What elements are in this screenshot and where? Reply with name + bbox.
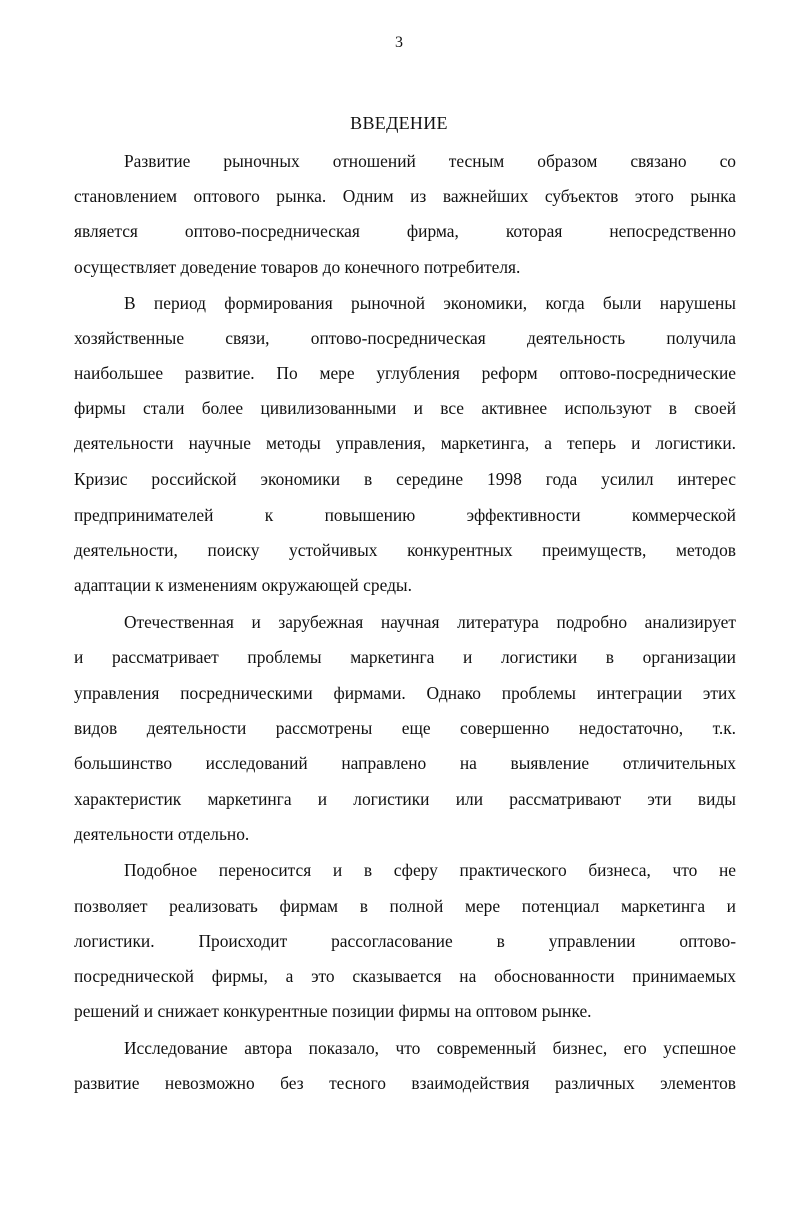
text-line: видов деятельности рассмотрены еще совершенно недостаточно, т.к. <box>74 718 736 738</box>
text-line: деятельности отдельно. <box>74 824 250 844</box>
text-line: деятельности научные методы управления, маркетинга, а теперь и логистики. <box>74 433 736 453</box>
text-line: является оптово-посредническая фирма, которая непосредственно <box>74 221 736 241</box>
text-line: фирмы стали более цивилизованными и все активнее используют в своей <box>74 398 736 418</box>
page-number: 3 <box>395 34 403 51</box>
text-line: В период формирования рыночной экономики, когда были нарушены <box>124 293 736 313</box>
text-line: посреднической фирмы, а это сказывается на обоснованности принимаемых <box>74 966 736 986</box>
text-line: деятельности, поиску устойчивых конкурентных преимуществ, методов <box>74 540 736 560</box>
text-line: решений и снижает конкурентные позиции фирмы на оптовом рынке. <box>74 1001 592 1021</box>
text-line: Подобное переносится и в сферу практического бизнеса, что не <box>124 860 736 880</box>
text-line: Исследование автора показало, что современный бизнес, его успешное <box>124 1038 736 1058</box>
text-line: Развитие рыночных отношений тесным образом связано со <box>124 151 736 171</box>
text-line: большинство исследований направлено на выявление отличительных <box>74 753 736 773</box>
text-line: логистики. Происходит рассогласование в управлении оптово- <box>74 931 736 951</box>
text-line: развитие невозможно без тесного взаимодействия различных элементов <box>74 1073 736 1093</box>
page-title: ВВЕДЕНИЕ <box>350 113 448 133</box>
text-line: Отечественная и зарубежная научная литература подробно анализирует <box>124 612 736 632</box>
text-line: управления посредническими фирмами. Однако проблемы интеграции этих <box>74 683 736 703</box>
text-line: хозяйственные связи, оптово-посредническая деятельность получила <box>74 328 736 348</box>
text-line: становлением оптового рынка. Одним из важнейших субъектов этого рынка <box>74 186 736 206</box>
text-line: предпринимателей к повышению эффективности коммерческой <box>74 505 736 525</box>
text-line: и рассматривает проблемы маркетинга и логистики в организации <box>74 647 736 667</box>
text-line: осуществляет доведение товаров до конечного потребителя. <box>74 257 521 277</box>
text-line: позволяет реализовать фирмам в полной мере потенциал маркетинга и <box>74 896 736 916</box>
text-line: Кризис российской экономики в середине 1998 года усилил интерес <box>74 469 736 489</box>
text-line: характеристик маркетинга и логистики или рассматривают эти виды <box>74 789 736 809</box>
text-line: адаптации к изменениям окружающей среды. <box>74 575 412 595</box>
text-line: наибольшее развитие. По мере углубления реформ оптово-посреднические <box>74 363 736 383</box>
